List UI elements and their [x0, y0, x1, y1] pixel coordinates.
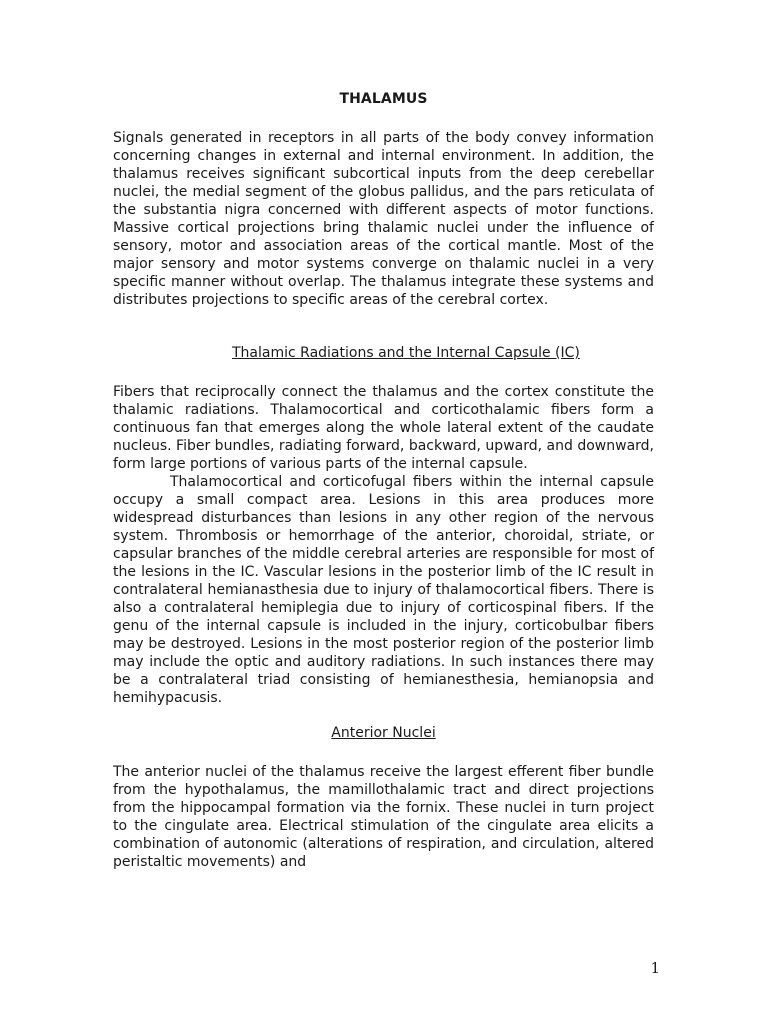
- document-title: THALAMUS: [339, 91, 428, 107]
- thalamic-radiations-paragraph-2: Thalamocortical and corticofugal fibers within the internal capsule occupy a small compact area. Lesions in this area produces more widespread disturbances than lesions in any other region of the nervous system. Thrombosis or hemorrhage of the anterior, choroidal, striate, or capsular branches of the middle cerebral arteries are responsible for most of the lesions in the IC. Vascular lesions in the posterior limb of the IC result in contralateral hemianasthesia due to injury of thalamocortical fibers. There is also a contralateral hemiplegia due to injury of corticospinal fibers. If the genu of the internal capsule is included in the injury, corticobulbar fibers may be destroyed. Lesions in the most posterior region of the posterior limb may include the optic and auditory radiations. In such instances there may be a contralateral triad consisting of hemianesthesia, hemianopsia and hemihypacusis.: [113, 474, 654, 706]
- anterior-nuclei-paragraph: The anterior nuclei of the thalamus receive the largest efferent fiber bundle from the hypothalamus, the mamillothalamic tract and direct projections from the hippocampal formation via the fornix. These nuclei in turn project to the cingulate area. Electrical stimulation of the cingulate area elicits a combination of autonomic (alterations of respiration, and circulation, altered peristaltic movements) and: [113, 764, 654, 870]
- thalamic-radiations-paragraph-1: Fibers that reciprocally connect the thalamus and the cortex constitute the thalamic radiations. Thalamocortical and corticothalamic fibers form a continuous fan that emerges along the whole lateral extent of the caudate nucleus. Fiber bundles, radiating forward, backward, upward, and downward, form large portions of various parts of the internal capsule.: [113, 384, 654, 472]
- section-heading-anterior-nuclei: Anterior Nuclei: [331, 725, 436, 741]
- page-number: 1: [650, 959, 660, 977]
- page-content: [113, 90, 654, 871]
- intro-paragraph: Signals generated in receptors in all parts of the body convey information concerning changes in external and internal environment. In addition, the thalamus receives significant subcortical inputs from the deep cerebellar nuclei, the medial segment of the globus pallidus, and the pars reticulata of the substantia nigra concerned with different aspects of motor functions. Massive cortical projections bring thalamic nuclei under the influence of sensory, motor and association areas of the cortical mantle. Most of the major sensory and motor systems converge on thalamic nuclei in a very specific manner without overlap. The thalamus integrate these systems and distributes projections to specific areas of the cerebral cortex.: [113, 130, 654, 308]
- section-heading-thalamic-radiations: Thalamic Radiations and the Internal Capsule (IC): [232, 345, 580, 361]
